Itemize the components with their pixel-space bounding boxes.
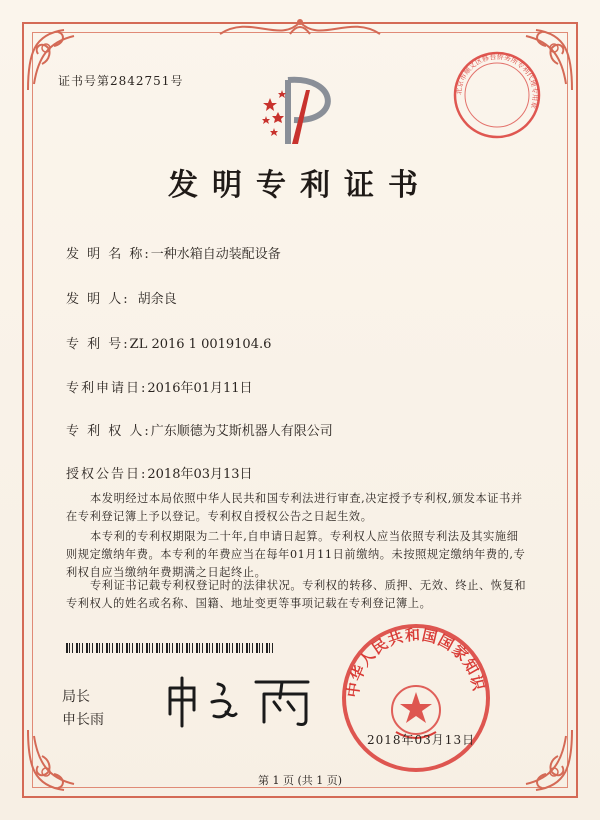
barcode-bar	[132, 643, 133, 653]
field-grant-date	[66, 463, 253, 482]
field-inventor	[66, 288, 177, 307]
field-application-date	[66, 377, 253, 396]
barcode-bar	[226, 643, 228, 653]
paragraph-legal-status	[66, 577, 528, 613]
barcode-bar	[222, 643, 223, 653]
barcode-bar	[219, 643, 220, 653]
barcode-bar	[146, 643, 148, 653]
paragraph-term	[66, 528, 528, 582]
barcode-bar	[216, 643, 218, 653]
barcode-bar	[126, 643, 128, 653]
barcode-bar	[246, 643, 248, 653]
barcode-bar	[182, 643, 183, 653]
barcode-bar	[79, 643, 80, 653]
barcode-bar	[69, 643, 70, 653]
barcode-bar	[82, 643, 83, 653]
field-label: 专 利 号:	[66, 337, 130, 352]
certificate-title: 发明专利证书	[168, 168, 432, 203]
paragraph-text: 专利证书记载专利权登记时的法律状况。专利权的转移、质押、无效、终止、恢复和专利权人的姓名或名称、国籍、地址变更等事项记载在专利登记簿上。	[66, 579, 527, 610]
barcode-bar	[136, 643, 138, 653]
barcode-bar	[272, 643, 273, 653]
field-label: 专 利 权 人:	[66, 424, 151, 439]
barcode-bar	[156, 643, 158, 653]
barcode-bar	[106, 643, 108, 653]
svg-text:中华人民共和国国家知识产权局: 中华人民共和国国家知识	[343, 625, 488, 699]
barcode-bar	[166, 643, 168, 653]
barcode-bar	[259, 643, 260, 653]
barcode-bar	[172, 643, 173, 653]
paragraph-grant	[66, 490, 528, 526]
page-number: 第 1 页 (共 1 页)	[257, 774, 343, 787]
barcode	[66, 638, 276, 648]
field-label: 发 明 人:	[66, 292, 130, 307]
barcode-bar	[109, 643, 110, 653]
barcode-bar	[209, 643, 210, 653]
signature-role: 局长	[62, 689, 90, 705]
barcode-bar	[199, 643, 200, 653]
field-invention-name	[66, 243, 281, 262]
barcode-bar	[206, 643, 208, 653]
field-label: 授权公告日:	[66, 467, 148, 482]
paragraph-text: 本发明经过本局依照中华人民共和国专利法进行审查,决定授予专利权,颁发本证书并在专利登记簿上予以登记。专利权自授权公告之日起生效。	[66, 492, 523, 523]
barcode-bar	[152, 643, 153, 653]
barcode-bar	[66, 643, 68, 653]
barcode-bar	[236, 643, 238, 653]
barcode-bar	[102, 643, 103, 653]
barcode-bar	[169, 643, 170, 653]
barcode-bar	[249, 643, 250, 653]
barcode-bar	[119, 643, 120, 653]
barcode-bar	[99, 643, 100, 653]
barcode-bar	[72, 643, 73, 653]
field-value: 2018年03月13日	[147, 467, 253, 482]
barcode-bar	[86, 643, 88, 653]
field-value: 广东顺德为艾斯机器人有限公司	[150, 424, 333, 439]
field-value: 2016年01月11日	[147, 381, 253, 396]
barcode-bar	[176, 643, 178, 653]
barcode-bar	[89, 643, 90, 653]
field-value: 一种水箱自动装配设备	[150, 247, 281, 262]
barcode-bar	[139, 643, 140, 653]
barcode-bar	[112, 643, 113, 653]
certificate-number: 证书号第2842751号	[58, 74, 184, 88]
barcode-bar	[186, 643, 188, 653]
barcode-bar	[202, 643, 203, 653]
top-ornament	[210, 14, 390, 44]
barcode-bar	[179, 643, 180, 653]
handwritten-signature	[160, 670, 320, 730]
barcode-bar	[189, 643, 190, 653]
barcode-bar	[116, 643, 118, 653]
barcode-bar	[76, 643, 78, 653]
field-value: ZL 2016 1 0019104.6	[129, 337, 272, 352]
barcode-bar	[242, 643, 243, 653]
field-value: 胡余良	[137, 292, 177, 307]
barcode-bar	[232, 643, 233, 653]
field-label: 发 明 名 称:	[66, 247, 151, 262]
barcode-bar	[162, 643, 163, 653]
svg-text:北京市顺义区修吾侨务所专利代理专用章: 北京市顺义区修吾侨务所专利代理专用章	[454, 52, 540, 110]
field-patentee	[66, 420, 333, 439]
seal-date: 2018年03月13日	[367, 733, 476, 747]
barcode-bar	[192, 643, 193, 653]
field-label: 专利申请日:	[66, 381, 148, 396]
patent-office-logo	[258, 70, 344, 150]
barcode-bar	[269, 643, 270, 653]
barcode-bar	[262, 643, 263, 653]
barcode-bar	[149, 643, 150, 653]
barcode-bar	[159, 643, 160, 653]
barcode-bar	[196, 643, 198, 653]
signature-name: 申长雨	[62, 712, 104, 728]
barcode-bar	[212, 643, 213, 653]
barcode-bar	[129, 643, 130, 653]
barcode-bar	[239, 643, 240, 653]
field-patent-number	[66, 333, 271, 352]
agency-seal	[452, 50, 542, 140]
barcode-bar	[229, 643, 230, 653]
barcode-bar	[96, 643, 98, 653]
barcode-bar	[266, 643, 268, 653]
barcode-bar	[256, 643, 258, 653]
barcode-bar	[92, 643, 93, 653]
paragraph-text: 本专利的专利权期限为二十年,自申请日起算。专利权人应当依照专利法及其实施细则规定缴纳年费。本专利的年费应当在每年01月11日前缴纳。未按照规定缴纳年费的,专利权自应当缴纳年费期满之日起终止。	[66, 530, 526, 579]
barcode-bar	[252, 643, 253, 653]
barcode-bar	[122, 643, 123, 653]
barcode-bar	[142, 643, 143, 653]
national-ip-office-seal	[340, 622, 492, 774]
